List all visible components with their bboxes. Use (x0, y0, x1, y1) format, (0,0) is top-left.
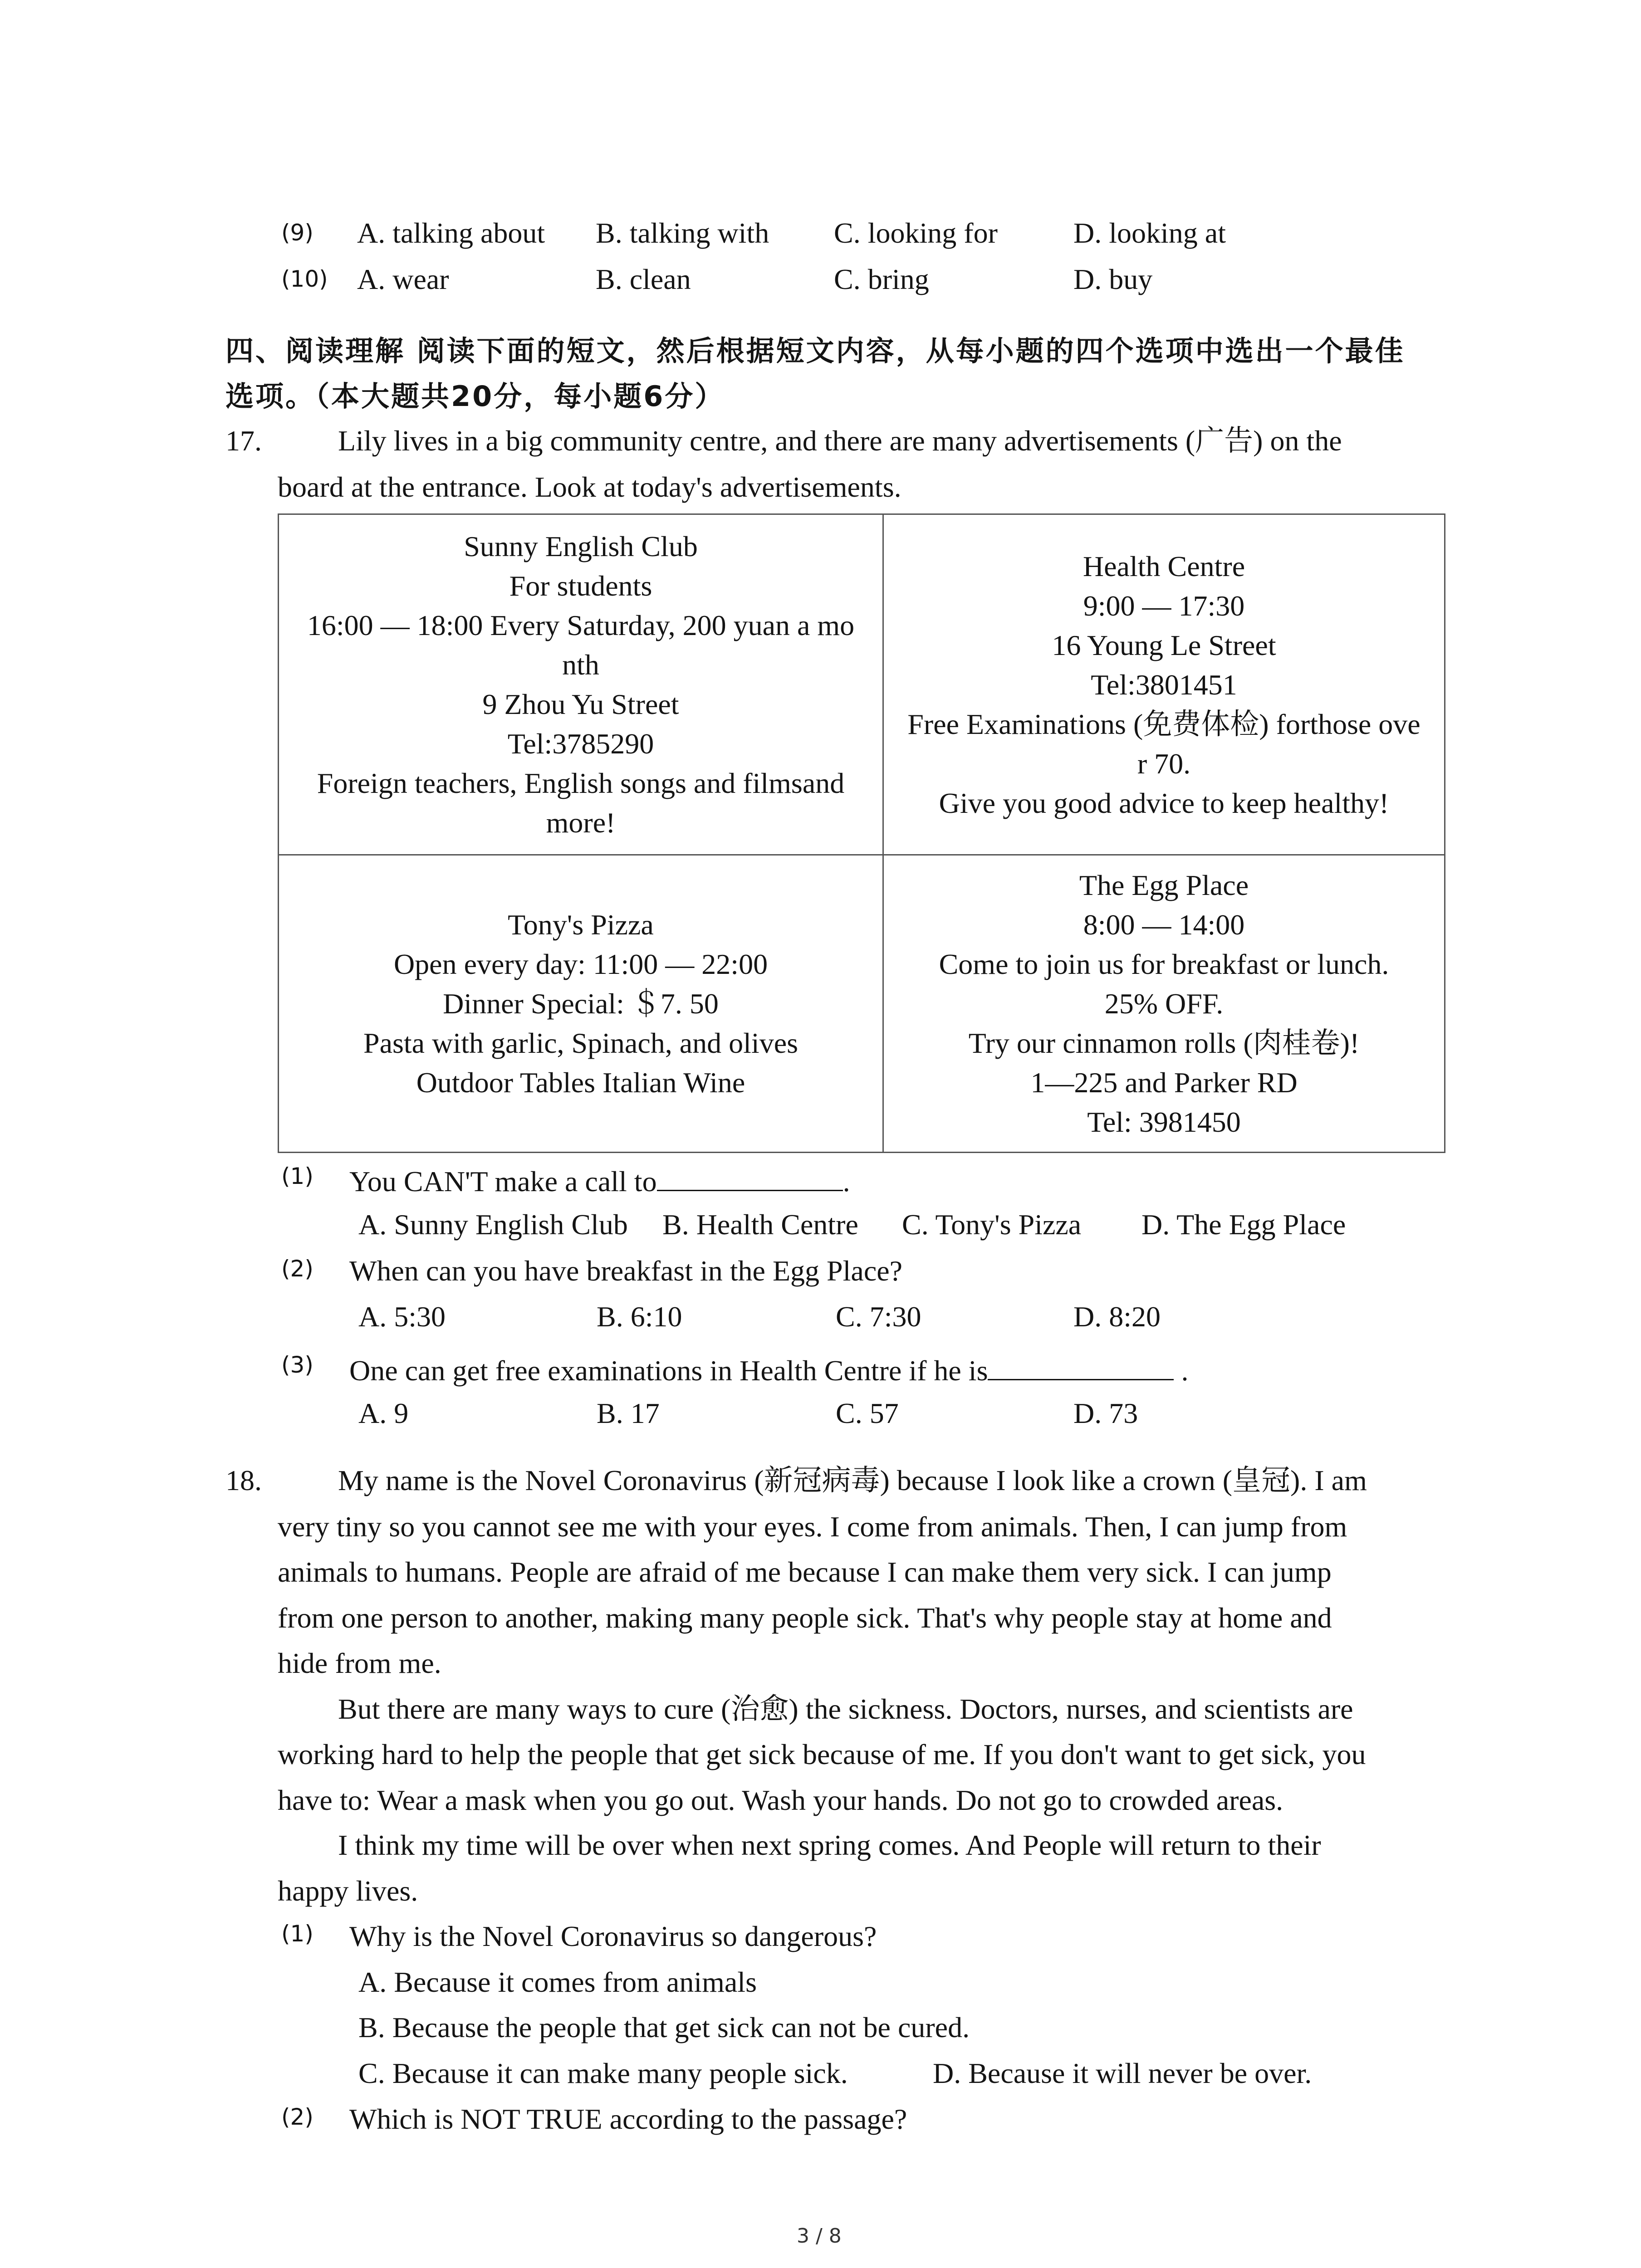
ad-sunny-line: 16:00 — 18:00 Every Saturday, 200 yuan a mo (307, 609, 855, 641)
q18-2-stem: Which is NOT TRUE according to the passage? (349, 2103, 907, 2135)
ad-health-line: 9:00 — 17:30 (1083, 589, 1245, 622)
q17-2-option-c: C. 7:30 (836, 1300, 921, 1333)
q17-1-option-d: D. The Egg Place (1141, 1208, 1346, 1241)
q18-1-number: (1) (281, 1921, 314, 1947)
ad-pizza-line: Outdoor Tables Italian Wine (416, 1066, 745, 1099)
q18-2-number: (2) (281, 2104, 314, 2130)
cloze-q10-option-a: A. wear (357, 263, 449, 295)
q18-1-option-c: C. Because it can make many people sick. (358, 2057, 848, 2089)
q17-number: 17. (225, 425, 262, 457)
q17-3-option-c: C. 57 (836, 1397, 899, 1429)
q18-1-stem: Why is the Novel Coronavirus so dangerous? (349, 1920, 877, 1952)
ad-egg-place (884, 855, 1444, 1152)
cloze-q9-number: (9) (281, 220, 314, 246)
ad-sunny-line: nth (562, 649, 599, 681)
cloze-q10-number: (10) (281, 266, 328, 292)
ad-egg-line: Tel: 3981450 (1087, 1106, 1241, 1138)
ad-health-line: Health Centre (1083, 550, 1245, 582)
ad-health-centre (884, 515, 1444, 854)
q17-1-option-a: A. Sunny English Club (358, 1208, 628, 1241)
q17-1-stem (349, 1164, 850, 1196)
q17-1-number: (1) (281, 1163, 314, 1189)
q18-passage-line: But there are many ways to cure (治愈) the sickness. Doctors, nurses, and scientists are (338, 1693, 1353, 1725)
answer-blank (988, 1354, 1174, 1380)
section-heading-line1: 四、阅读理解 阅读下面的短文，然后根据短文内容，从每小题的四个选项中选出一个最佳 (225, 334, 1405, 367)
q17-3-option-d: D. 73 (1073, 1397, 1138, 1429)
q17-2-option-a: A. 5:30 (358, 1300, 446, 1333)
cloze-q9-option-d: D. looking at (1073, 217, 1226, 249)
ad-health-line: Give you good advice to keep healthy! (939, 787, 1389, 819)
ad-egg-line: Come to join us for breakfast or lunch. (939, 948, 1389, 980)
answer-blank (657, 1164, 843, 1191)
q17-2-stem: When can you have breakfast in the Egg Place? (349, 1255, 903, 1287)
q17-3-stem-text: One can get free examinations in Health Centre if he is (349, 1354, 988, 1387)
ad-pizza-line: Tony's Pizza (508, 909, 654, 941)
cloze-q10-option-d: D. buy (1073, 263, 1153, 295)
q17-3-stem-end: . (1181, 1354, 1189, 1387)
q17-3-number: (3) (281, 1352, 314, 1378)
q17-1-option-b: B. Health Centre (662, 1208, 858, 1241)
q18-passage-line: I think my time will be over when next spring comes. And People will return to their (338, 1829, 1321, 1861)
q17-2-number: (2) (281, 1256, 314, 1282)
q18-passage-line: happy lives. (278, 1875, 418, 1907)
q17-3-option-a: A. 9 (358, 1397, 409, 1429)
cloze-q9-option-c: C. looking for (834, 217, 998, 249)
ad-egg-line: Try our cinnamon rolls (肉桂卷)! (968, 1027, 1360, 1059)
q17-3-option-b: B. 17 (597, 1397, 660, 1429)
q17-1-stem-text: You CAN'T make a call to (349, 1165, 657, 1198)
ad-egg-line: The Egg Place (1079, 869, 1249, 901)
q18-1-option-a: A. Because it comes from animals (358, 1966, 757, 1998)
q17-intro-line1: Lily lives in a big community centre, and there are many advertisements (广告) on the (338, 425, 1342, 457)
cloze-q10-option-b: B. clean (596, 263, 691, 295)
ad-health-line: r 70. (1137, 747, 1191, 780)
q17-1-stem-end: . (843, 1165, 850, 1198)
ad-pizza-line: Open every day: 11:00 — 22:00 (393, 948, 768, 980)
ad-sunny-line: Sunny English Club (464, 530, 698, 562)
ad-sunny-line: Foreign teachers, English songs and filmsand (317, 767, 845, 799)
q17-3-stem (349, 1354, 1188, 1385)
ad-sunny-line: 9 Zhou Yu Street (482, 688, 679, 720)
ad-sunny-line: more! (546, 807, 616, 839)
q18-1-option-d: D. Because it will never be over. (933, 2057, 1312, 2089)
q18-passage-line: working hard to help the people that get sick because of me. If you don't want to get sick, you (278, 1738, 1366, 1770)
q18-passage-line: very tiny so you cannot see me with your eyes. I come from animals. Then, I can jump from (278, 1510, 1347, 1543)
ad-sunny-line: Tel:3785290 (507, 728, 654, 760)
q17-1-option-c: C. Tony's Pizza (902, 1208, 1082, 1241)
q18-number: 18. (225, 1464, 262, 1496)
cloze-q9-option-b: B. talking with (596, 217, 769, 249)
ad-egg-line: 1—225 and Parker RD (1030, 1066, 1298, 1099)
q17-intro-line2: board at the entrance. Look at today's advertisements. (278, 471, 901, 503)
q18-passage-line: animals to humans. People are afraid of me because I can make them very sick. I can jump (278, 1556, 1332, 1588)
q17-2-option-b: B. 6:10 (597, 1300, 682, 1333)
ad-tonys-pizza (279, 855, 882, 1152)
ad-egg-line: 8:00 — 14:00 (1083, 909, 1245, 941)
q18-passage-line: hide from me. (278, 1647, 441, 1679)
ad-health-line: 16 Young Le Street (1052, 629, 1276, 661)
q18-1-option-b: B. Because the people that get sick can not be cured. (358, 2011, 970, 2043)
ad-sunny-english-club (279, 515, 882, 854)
ad-health-line: Free Examinations (免费体检) forthose ove (907, 708, 1421, 740)
q17-2-option-d: D. 8:20 (1073, 1300, 1161, 1333)
ad-table (278, 513, 1445, 1153)
q18-passage-line: My name is the Novel Coronavirus (新冠病毒) because I look like a crown (皇冠). I am (338, 1464, 1367, 1496)
ad-pizza-line: Pasta with garlic, Spinach, and olives (363, 1027, 798, 1059)
q18-passage-line: from one person to another, making many people sick. That's why people stay at home and (278, 1602, 1332, 1634)
section-heading-line2: 选项。（本大题共20分，每小题6分） (225, 380, 725, 413)
ad-sunny-line: For students (509, 570, 652, 602)
ad-health-line: Tel:3801451 (1091, 668, 1237, 701)
cloze-q9-option-a: A. talking about (357, 217, 545, 249)
ad-egg-line: 25% OFF. (1104, 987, 1224, 1020)
cloze-q10-option-c: C. bring (834, 263, 929, 295)
ad-pizza-line: Dinner Special: ＄7. 50 (443, 987, 719, 1020)
page-number: 3 / 8 (797, 2224, 842, 2248)
q18-passage-line: have to: Wear a mask when you go out. Wash your hands. Do not go to crowded areas. (278, 1784, 1283, 1816)
